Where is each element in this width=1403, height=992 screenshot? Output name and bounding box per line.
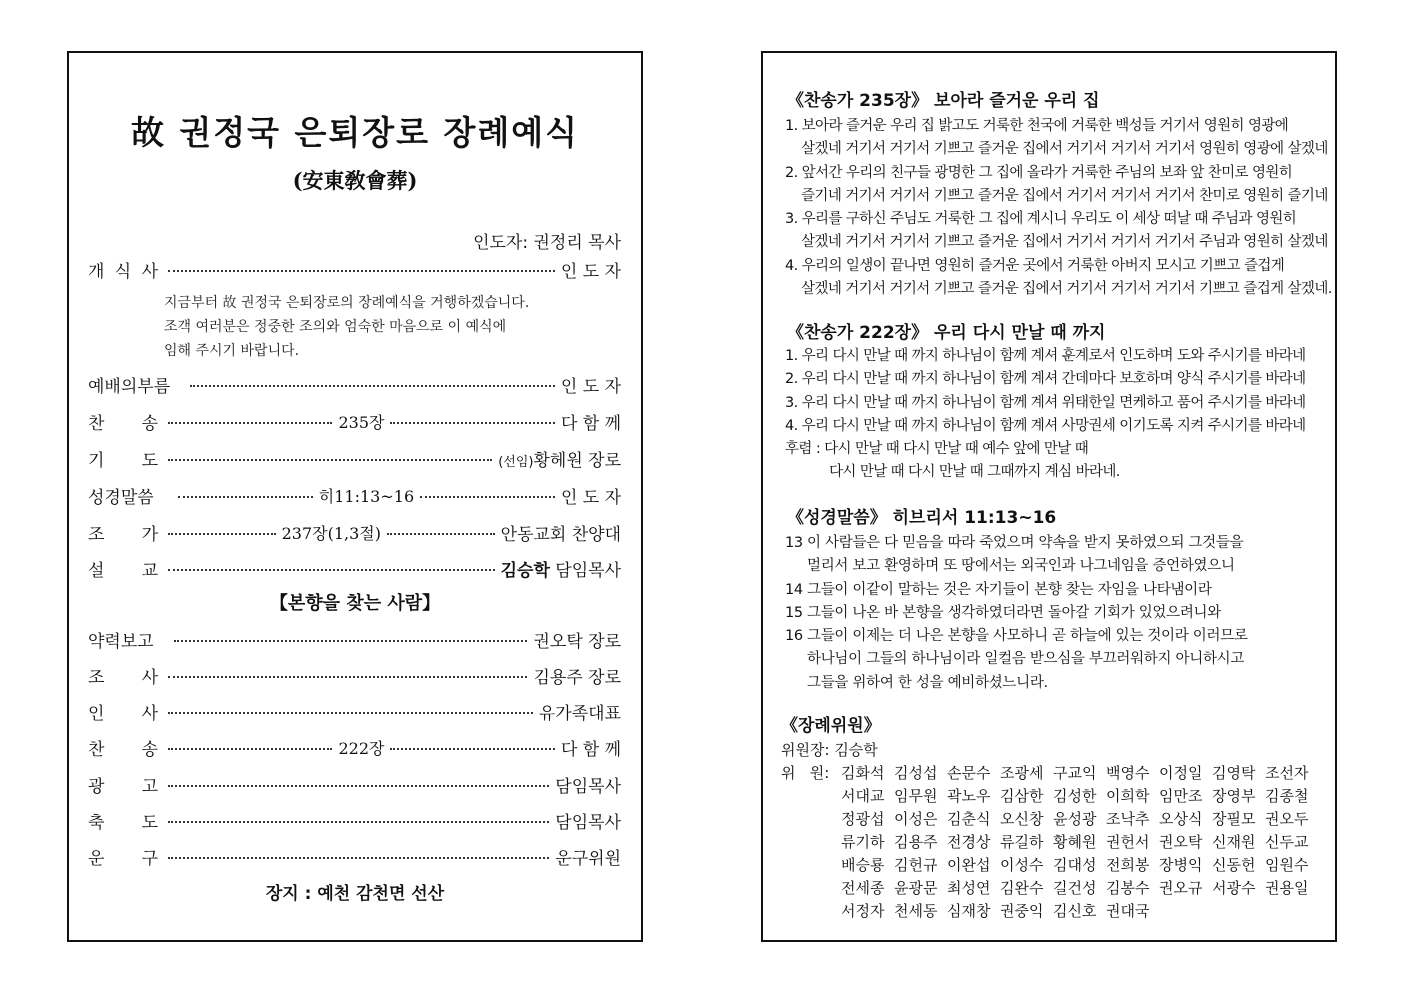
member-name: 서광수 [1212, 879, 1256, 897]
program-row [88, 445, 621, 471]
dot-leader [190, 385, 555, 387]
program-value: 담임목사 [555, 776, 621, 797]
member-name: 조선자 [1265, 764, 1309, 782]
verse-number [785, 555, 807, 578]
program-row [88, 698, 621, 724]
program-row [88, 807, 621, 833]
program-value: 다 함 께 [560, 739, 622, 760]
member-name: 오상식 [1159, 810, 1203, 828]
dot-leader [387, 533, 495, 535]
program-label: 축 도 [88, 812, 158, 833]
member-name: 길건성 [1053, 879, 1097, 897]
dot-leader [390, 422, 554, 424]
verse-text: 이 사람들은 다 믿음을 따라 죽었으며 약속을 받지 못하였으되 그것들을 [807, 535, 1244, 551]
preacher-name: 김승학 [500, 560, 550, 581]
dot-leader [168, 459, 492, 461]
program-row [88, 482, 621, 508]
member-name: 권헌서 [1106, 833, 1150, 851]
member-name: 심재창 [947, 902, 991, 920]
program-label: 기 도 [88, 450, 158, 471]
program-value: 인 도 자 [560, 261, 621, 282]
page-subtitle: (安東敎會葬) [292, 168, 418, 193]
member-name: 신동헌 [1212, 856, 1256, 874]
program-label: 광 고 [88, 776, 158, 797]
lyric-line: 다시 만날 때 다시 만날 때 그때까지 계심 바라네. [829, 464, 1120, 481]
dot-leader [168, 270, 555, 272]
program-value: 김용주 장로 [533, 667, 621, 688]
verse-number [785, 648, 807, 671]
program-label: 약력보고 [88, 631, 154, 652]
member-name: 이완섭 [947, 856, 991, 874]
member-name: 윤성광 [1053, 810, 1097, 828]
member-name: 김춘식 [947, 810, 991, 828]
hymns-panel [761, 51, 1337, 942]
program-mid: 히11:13~16 [318, 486, 415, 506]
member-name: 황혜원 [1053, 833, 1097, 851]
member-name: 오신창 [1000, 810, 1044, 828]
member-name: 이정일 [1159, 764, 1203, 782]
member-name: 김종철 [1265, 787, 1309, 805]
bible-text [785, 532, 1248, 695]
lyric-line: 후렴 : 다시 만날 때 다시 만날 때 예수 앞에 만날 때 [785, 441, 1089, 458]
member-name: 서정자 [841, 902, 885, 920]
hymn-235-title: 《찬송가 235장》 보아라 즐거운 우리 집 [787, 91, 1100, 111]
verse-number: 15 [785, 604, 803, 621]
program-label: 설 교 [88, 560, 158, 581]
burial-place: 장지 : 예천 감천면 선산 [265, 884, 445, 904]
program-row-opening [88, 256, 621, 282]
verse-number: 14 [785, 581, 803, 598]
program-label: 찬 송 [88, 413, 158, 434]
lyric-line: 3. 우리 다시 만날 때 까지 하나님이 함께 계셔 위태한일 면케하고 품어 주시기를 바라네 [785, 394, 1306, 411]
member-row [841, 900, 1318, 923]
member-name: 전희봉 [1106, 856, 1150, 874]
verse-line [785, 579, 1248, 602]
member-name: 구교익 [1053, 764, 1097, 782]
sermon-title: 【본향을 찾는 사람】 [269, 593, 441, 614]
hymn-222-lyrics [785, 345, 1306, 485]
dot-leader [168, 712, 533, 714]
program-panel [67, 51, 643, 942]
member-row [841, 762, 1318, 785]
member-name: 김완수 [1000, 879, 1044, 897]
member-name: 김봉수 [1106, 879, 1150, 897]
program-value [501, 556, 621, 581]
dot-leader [168, 785, 549, 787]
program-label: 조 가 [88, 524, 158, 545]
program-label: 개 식 사 [88, 261, 158, 282]
member-row [841, 785, 1318, 808]
member-name: 백영수 [1106, 764, 1150, 782]
member-name: 김성섭 [894, 764, 938, 782]
page-title: 故 권정국 은퇴장로 장례예식 [130, 113, 580, 152]
program-value: 인 도 자 [560, 487, 622, 508]
verse-text: 그들을 위하여 한 성을 예비하셨느니라. [807, 674, 1048, 691]
program-row [88, 519, 621, 545]
committee-members [841, 762, 1318, 923]
lyric-line: 1. 보아라 즐거운 우리 집 밝고도 거룩한 천국에 거룩한 백성들 거기서 영원히 영광에 [785, 118, 1289, 134]
verse-number: 13 [785, 535, 803, 551]
member-name: 신두교 [1265, 833, 1309, 851]
member-name: 전경상 [947, 833, 991, 851]
hymn-235-lyrics [785, 115, 1332, 301]
member-name: 곽노우 [947, 787, 991, 805]
program-label: 성경말씀 [88, 487, 154, 508]
member-name: 류기하 [841, 833, 885, 851]
member-row [841, 877, 1318, 900]
verse-line [785, 555, 1248, 578]
lyric-line: 살겠네 거기서 거기서 기쁘고 즐거운 집에서 거기서 거기서 거기서 주님과 영원히 살겠네 [801, 234, 1328, 251]
member-name: 김성한 [1053, 787, 1097, 805]
program-label: 운 구 [88, 848, 158, 869]
program-row [88, 734, 621, 760]
member-row [841, 831, 1318, 854]
hymn-222-title: 《찬송가 222장》 우리 다시 만날 때 까지 [787, 323, 1106, 343]
member-name: 천세동 [894, 902, 938, 920]
member-name: 김신호 [1053, 902, 1097, 920]
member-name: 윤광문 [894, 879, 938, 897]
lyric-line: 2. 우리 다시 만날 때 까지 하나님이 함께 계셔 간데마다 보호하며 양식 주시기를 바라네 [785, 371, 1306, 388]
verse-text: 그들이 이제는 더 나은 본향을 사모하니 곧 하늘에 있는 것이라 이러므로 [807, 628, 1248, 645]
verse-text: 그들이 이같이 말하는 것은 자기들이 본향 찾는 자임을 나타냄이라 [807, 581, 1212, 598]
member-name: 임무원 [894, 787, 938, 805]
member-name: 권오두 [1265, 810, 1309, 828]
program-mid: 235장 [338, 412, 385, 432]
member-name: 임만조 [1159, 787, 1203, 805]
member-name: 이성수 [1000, 856, 1044, 874]
member-name: 김영탁 [1212, 764, 1256, 782]
program-value: 권오탁 장로 [533, 631, 621, 652]
member-name: 장영부 [1212, 787, 1256, 805]
dot-leader [168, 821, 549, 823]
program-row [88, 371, 621, 397]
program-label: 조 사 [88, 667, 158, 688]
member-name: 김헌규 [894, 856, 938, 874]
dot-leader [168, 676, 527, 678]
member-name: 최성연 [947, 879, 991, 897]
verse-text: 하나님이 그들의 하나님이라 일컬음 받으심을 부끄러워하지 아니하시고 [807, 651, 1245, 668]
verse-number: 16 [785, 628, 803, 645]
member-name: 장병익 [1159, 856, 1203, 874]
committee-title: 《장례위원》 [781, 716, 881, 736]
member-name: 조낙추 [1106, 810, 1150, 828]
bible-title: 《성경말씀》 히브리서 11:13~16 [787, 508, 1057, 528]
member-name: 정광섭 [841, 810, 885, 828]
lyric-line: 2. 앞서간 우리의 친구들 광명한 그 집에 올라가 거룩한 주님의 보좌 앞 찬미로 영원히 [785, 164, 1293, 181]
verse-text: 멀리서 보고 환영하며 또 땅에서는 외국인과 나그네임을 증언하였으니 [807, 558, 1235, 575]
member-name: 권중익 [1000, 902, 1044, 920]
program-mid: 237장(1,3절) [281, 523, 382, 543]
program-value: 안동교회 찬양대 [500, 524, 621, 545]
program-value: 운구위원 [555, 848, 621, 869]
member-name: 신재원 [1212, 833, 1256, 851]
member-name: 임원수 [1265, 856, 1309, 874]
member-name: 이성은 [894, 810, 938, 828]
opening-line: 조객 여러분은 정중한 조의와 엄숙한 마음으로 이 예식에 [164, 319, 507, 335]
chair-name: 김승학 [834, 741, 878, 759]
member-name: 류길하 [1000, 833, 1044, 851]
member-row [841, 854, 1318, 877]
lyric-line: 살겠네 거기서 거기서 기쁘고 즐거운 집에서 거기서 거기서 거기서 영원히 영광에 살겠네 [801, 141, 1328, 158]
member-name: 이희학 [1106, 787, 1150, 805]
dot-leader [168, 748, 332, 750]
member-name: 김용주 [894, 833, 938, 851]
member-row [841, 808, 1318, 831]
program-row [88, 662, 621, 688]
chair-label: 위원장: [781, 741, 830, 759]
program-row [88, 555, 621, 581]
lyric-line: 3. 우리를 구하신 주님도 거룩한 그 집에 계시니 우리도 이 세상 떠날 때 주님과 영원히 [785, 211, 1297, 228]
verse-line [785, 532, 1248, 555]
lyric-line: 즐기네 거기서 거기서 기쁘고 즐거운 집에서 거기서 거기서 거기서 찬미로 영원히 즐기네 [801, 187, 1328, 204]
committee-chair [781, 739, 878, 762]
dot-leader [174, 640, 527, 642]
member-name: 배승룡 [841, 856, 885, 874]
member-name: 손문수 [947, 764, 991, 782]
dot-leader [420, 496, 555, 498]
members-label: 위 원: [781, 764, 830, 782]
program-row [88, 408, 621, 434]
member-name: 권용일 [1265, 879, 1309, 897]
value-text: 황헤원 장로 [533, 450, 621, 471]
value-text: 담임목사 [549, 560, 621, 581]
program-value: 다 함 께 [560, 413, 622, 434]
program-value: 유가족대표 [538, 703, 621, 724]
program-row [88, 843, 621, 869]
verse-text: 그들이 나온 바 본향을 생각하였더라면 돌아갈 기회가 있었으려니와 [807, 604, 1221, 621]
verse-line [785, 602, 1248, 625]
program-value: 담임목사 [555, 812, 621, 833]
dot-leader [168, 422, 332, 424]
leader-line: 인도자: 권정리 목사 [473, 233, 621, 253]
opening-line: 임해 주시기 바랍니다. [164, 343, 300, 359]
member-name: 김삼한 [1000, 787, 1044, 805]
member-name: 전세종 [841, 879, 885, 897]
member-name: 조광세 [1000, 764, 1044, 782]
verse-number [785, 672, 807, 695]
dot-leader [168, 569, 495, 571]
opening-line: 지금부터 故 권정국 은퇴장로의 장례예식을 거행하겠습니다. [164, 295, 530, 311]
member-name: 권오탁 [1159, 833, 1203, 851]
lyric-line: 4. 우리 다시 만날 때 까지 하나님이 함께 계셔 사망권세 이기도록 지켜 주시기를 바라네 [785, 417, 1306, 434]
program-label: 인 사 [88, 703, 158, 724]
member-name: 김대성 [1053, 856, 1097, 874]
program-value [498, 446, 621, 471]
verse-line [785, 625, 1248, 648]
dot-leader [390, 748, 554, 750]
lyric-line: 살겠네 거기서 거기서 기쁘고 즐거운 집에서 거기서 거기서 거기서 기쁘고 즐겁게 살겠네. [801, 281, 1332, 298]
dot-leader [168, 857, 549, 859]
opening-statement [164, 291, 529, 363]
member-name: 서대교 [841, 787, 885, 805]
verse-line [785, 672, 1248, 695]
lyric-line: 4. 우리의 일생이 끝나면 영원히 즐거운 곳에서 거룩한 아버지 모시고 기쁘고 즐겁게 [785, 257, 1285, 274]
member-name: 장필모 [1212, 810, 1256, 828]
dot-leader [178, 496, 313, 498]
program-row [88, 626, 621, 652]
verse-line [785, 648, 1248, 671]
program-mid: 222장 [338, 738, 385, 758]
dot-leader [168, 533, 276, 535]
member-name: 김화석 [841, 764, 885, 782]
member-name: 권오규 [1159, 879, 1203, 897]
value-prefix: (선임) [498, 454, 534, 470]
program-label: 예배의부름 [88, 376, 171, 397]
program-value: 인 도 자 [560, 376, 621, 397]
program-label: 찬 송 [88, 739, 158, 760]
lyric-line: 1. 우리 다시 만날 때 까지 하나님이 함께 계셔 훈계로서 인도하며 도와 주시기를 바라네 [785, 348, 1306, 364]
program-row [88, 771, 621, 797]
member-name: 권대국 [1106, 902, 1150, 920]
